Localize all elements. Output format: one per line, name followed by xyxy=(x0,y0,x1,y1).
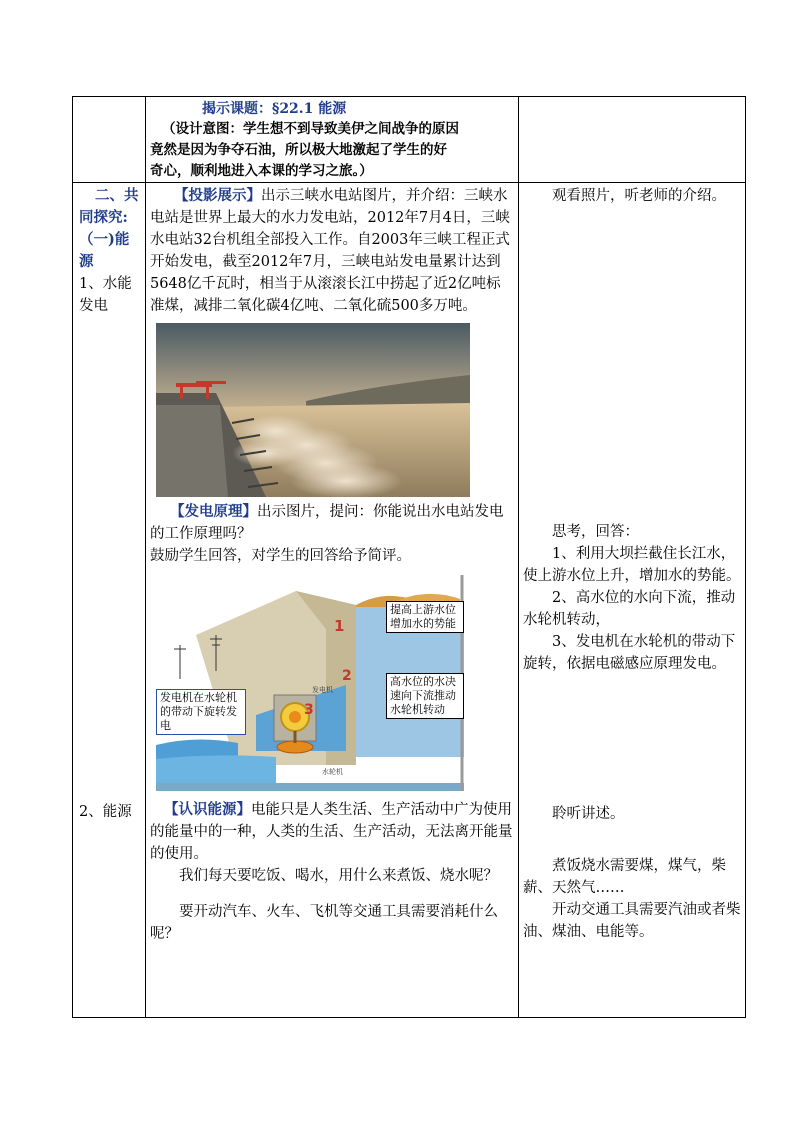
row1-col1 xyxy=(73,97,146,183)
item1-line1: 1、水能 xyxy=(79,276,132,292)
callout-generator: 发电机在水轮机的带动下旋转发电 xyxy=(156,689,246,735)
design-intent-line3: 奇心，顺利地进入本课的学习之旅。） xyxy=(150,163,373,179)
section-title-line3: （一)能 xyxy=(79,231,130,248)
three-gorges-dam-photo xyxy=(156,323,470,497)
design-intent-line2: 竟然是因为争夺石油，所以极大地激起了学生的好 xyxy=(150,142,447,158)
student-answer-1: 1、利用大坝拦截住长江水，使上游水位上升，增加水的势能。 xyxy=(523,546,741,584)
section-title-line4: 源 xyxy=(79,253,94,270)
row2-col1 xyxy=(73,183,146,1018)
projection-label: 【投影展示】 xyxy=(174,187,261,204)
projection-text: 出示三峡水电站图片，并介绍：三峡水电站是世界上最大的水力发电站，2012年7月4日，三峡水电站32台机组全部投入工作。自2003年三峡工程正式开始发电，截至2012年7月，三峡电站发电量累计达到5648亿千瓦时，相当于从滚滚长江中捞起了近2亿吨标准煤，减排二氧化碳4亿吨、二氧化硫500多万吨。 xyxy=(150,188,510,314)
student-answer-2: 2、高水位的水向下流，推动水轮机转动， xyxy=(523,590,736,628)
principle-label: 【发电原理】 xyxy=(170,503,257,520)
student-watch: 观看照片，听老师的介绍。 xyxy=(552,188,726,204)
projection-paragraph xyxy=(150,185,514,317)
item1-line2: 发电 xyxy=(79,298,108,314)
student-answer-3: 3、发电机在水轮机的带动下旋转，依据电磁感应原理发电。 xyxy=(523,634,736,672)
recognize-paragraph xyxy=(150,799,514,865)
recognize-text: 电能只是人类生活、生产活动中广为使用的能量中的一种，人类的生活、生产活动，无法离开能量的使用。 xyxy=(150,802,513,862)
student-transport-answer: 开动交通工具需要汽油或者柴油、煤油、电能等。 xyxy=(523,902,741,940)
row1-col2 xyxy=(146,97,519,183)
generator-small-label: 发电机 xyxy=(312,686,333,694)
callout-water-flow: 高水位的水决速向下流推动水轮机转动 xyxy=(386,673,464,719)
principle-text: 出示图片，提问：你能说出水电站发电的工作原理吗？ xyxy=(150,504,504,542)
diagram-num-2: 2 xyxy=(342,668,352,684)
student-listen: 聆听讲述。 xyxy=(552,806,625,822)
lesson-plan-table xyxy=(72,96,746,1018)
callout-raise-water: 提高上游水位增加水的势能 xyxy=(386,601,464,633)
encourage-text: 鼓励学生回答，对学生的回答给予简评。 xyxy=(150,548,411,564)
row1-col3 xyxy=(519,97,746,183)
section-title-line1: 二、共 xyxy=(95,187,139,204)
recognize-label: 【认识能源】 xyxy=(164,801,251,818)
question-transport: 要开动汽车、火车、飞机等交通工具需要消耗什么呢？ xyxy=(150,904,498,942)
lesson-title: 揭示课题：§22.1 能源 xyxy=(202,101,347,117)
design-intent-text1: 学生想不到导致美伊之间战争的原因 xyxy=(243,121,459,137)
row2-col2 xyxy=(146,183,519,1018)
diagram-num-3: 3 xyxy=(304,702,314,718)
student-cooking-answer: 煮饭烧水需要煤，煤气，柴薪、天然气…… xyxy=(523,858,726,896)
design-intent-label: （设计意图： xyxy=(162,121,243,137)
section-title-line2: 同探究: xyxy=(79,209,128,226)
question-cooking: 我们每天要吃饭、喝水，用什么来煮饭、烧水呢？ xyxy=(179,868,498,884)
turbine-small-label: 水轮机 xyxy=(322,768,343,776)
principle-paragraph xyxy=(150,501,514,545)
diagram-num-1: 1 xyxy=(334,617,345,635)
row2-col3 xyxy=(519,183,746,1018)
item2-label: 2、能源 xyxy=(79,804,132,820)
hydropower-diagram xyxy=(156,575,464,791)
design-intent-line1 xyxy=(150,119,516,140)
student-think: 思考，回答： xyxy=(552,524,639,540)
